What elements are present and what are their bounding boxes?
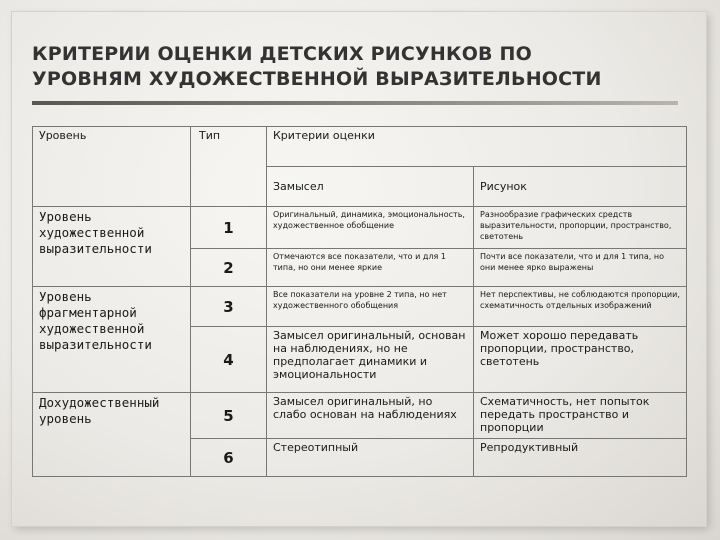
type-cell: 3 xyxy=(191,287,267,327)
level-cell: Дохудожественный уровень xyxy=(33,393,191,477)
drawing-cell: Репродуктивный xyxy=(474,439,687,477)
type-cell: 4 xyxy=(191,327,267,393)
table-row xyxy=(33,287,687,327)
idea-cell: Стереотипный xyxy=(267,439,474,477)
header-type: Тип xyxy=(191,127,267,207)
type-cell: 6 xyxy=(191,439,267,477)
idea-cell: Отмечаются все показатели, что и для 1 типа, но они менее яркие xyxy=(267,249,474,287)
idea-cell: Все показатели на уровне 2 типа, но нет художественного обобщения xyxy=(267,287,474,327)
type-cell: 1 xyxy=(191,207,267,249)
title-line-2: УРОВНЯМ ХУДОЖЕСТВЕННОЙ ВЫРАЗИТЕЛЬНОСТИ xyxy=(32,68,602,90)
level-cell: Уровень художественной выразительности xyxy=(33,207,191,287)
criteria-table xyxy=(32,126,687,477)
title-line-1: КРИТЕРИИ ОЦЕНКИ ДЕТСКИХ РИСУНКОВ ПО xyxy=(32,43,532,65)
type-cell: 5 xyxy=(191,393,267,439)
level-cell: Уровень фрагментарной художественной выразительности xyxy=(33,287,191,393)
drawing-cell: Может хорошо передавать пропорции, пространство, светотень xyxy=(474,327,687,393)
idea-cell: Оригинальный, динамика, эмоциональность, художественное обобщение xyxy=(267,207,474,249)
drawing-cell: Схематичность, нет попыток передать пространство и пропорции xyxy=(474,393,687,439)
drawing-cell: Нет перспективы, не соблюдаются пропорции, схематичность отдельных изображений xyxy=(474,287,687,327)
idea-cell: Замысел оригинальный, но слабо основан на наблюдениях xyxy=(267,393,474,439)
header-idea: Замысел xyxy=(267,167,474,207)
idea-cell: Замысел оригинальный, основан на наблюдениях, но не предполагает динамики и эмоциональности xyxy=(267,327,474,393)
header-row xyxy=(33,127,687,167)
table-row xyxy=(33,207,687,249)
drawing-cell: Разнообразие графических средств выразительности, пропорции, пространство, светотень xyxy=(474,207,687,249)
table-row xyxy=(33,393,687,439)
title-underline xyxy=(32,101,678,105)
header-criteria: Критерии оценки xyxy=(267,127,687,167)
header-drawing: Рисунок xyxy=(474,167,687,207)
drawing-cell: Почти все показатели, что и для 1 типа, но они менее ярко выражены xyxy=(474,249,687,287)
type-cell: 2 xyxy=(191,249,267,287)
header-level: Уровень xyxy=(33,127,191,207)
slide-title xyxy=(32,42,692,92)
